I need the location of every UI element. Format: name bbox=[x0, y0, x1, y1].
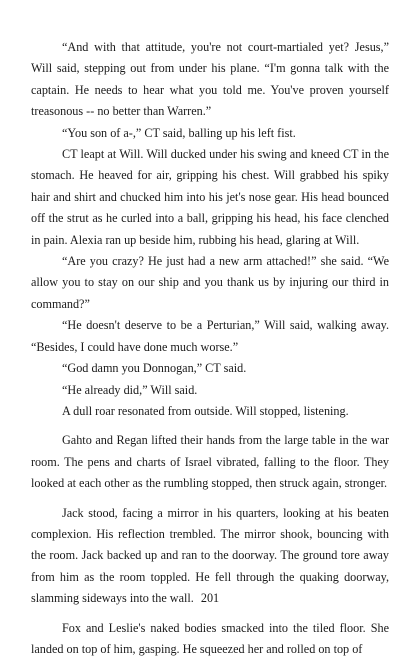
page-body bbox=[31, 37, 389, 660]
page-number: 201 bbox=[200, 591, 220, 605]
paragraph: “You son of a-,” CT said, balling up his left fist. bbox=[62, 125, 296, 140]
paragraph: “And with that attitude, you're not court-martialed yet? Jesus,” Will said, stepping out from under his plane. “I'm gonna talk with the captain. He needs to hear what you told me. You've proven yourself treasonous -- no better than Warren.” bbox=[31, 40, 389, 119]
scene-break-paragraph: Jack stood, facing a mirror in his quarters, looking at his beaten complexion. His reflection trembled. The mirror shook, bouncing with the room. Jack backed up and ran to the doorway. The ground tore away from him as the room toppled. He fell through the quaking doorway, slamming sideways into the wall. bbox=[31, 505, 389, 606]
paragraph: A dull roar resonated from outside. Will stopped, listening. bbox=[62, 403, 349, 418]
scene-break-paragraph: Fox and Leslie's naked bodies smacked into the tiled floor. She landed on top of him, gasping. He squeezed her and rolled on top of bbox=[31, 620, 389, 656]
paragraph: “He doesn't deserve to be a Perturian,” Will said, walking away. “Besides, I could have done much worse.” bbox=[31, 318, 389, 354]
paragraph: “God damn you Donnogan,” CT said. bbox=[62, 361, 247, 376]
scene-break-paragraph: Gahto and Regan lifted their hands from the large table in the war room. The pens and charts of Israel vibrated, falling to the floor. They looked at each other as the rumbling stopped, then struck again, stronger. bbox=[31, 433, 389, 491]
paragraph: “Are you crazy? He just had a new arm attached!” she said. “We allow you to stay on our ship and you thank us by injuring our third in command?” bbox=[31, 254, 389, 311]
paragraph: CT leapt at Will. Will ducked under his swing and kneed CT in the stomach. He heaved for air, gripping his chest. Will grabbed his spiky hair and shirt and chucked him into his jet's nose gear. His head bounced off the strut as he curled into a ball, gripping his head, his face clenched in pain. Alexia ran up beside him, rubbing his head, glaring at Will. bbox=[31, 147, 389, 247]
paragraph: “He already did,” Will said. bbox=[62, 382, 198, 397]
